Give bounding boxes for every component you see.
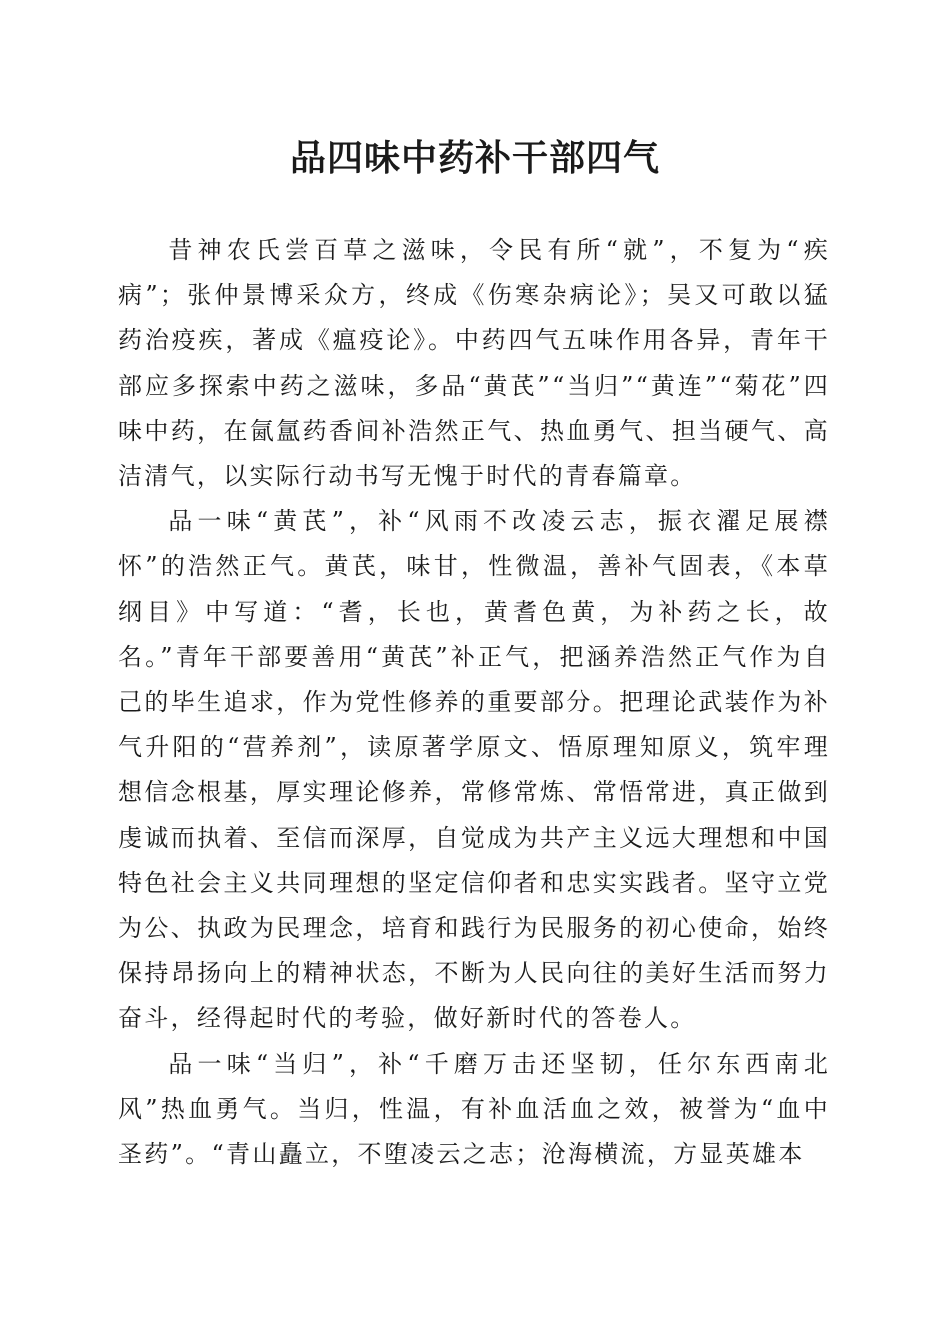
paragraph-huangqi: 品一味“黄芪”，补“风雨不改凌云志，振衣濯足展襟怀”的浩然正气。黄芪，味甘，性微温，善补气固表，《本草纲目》中写道：“耆，长也，黄耆色黄，为补药之长，故名。”青年干部要善用“黄芪”补正气，把涵养浩然正气作为自己的毕生追求，作为党性修养的重要部分。把理论武装作为补气升阳的“营养剂”，读原著学原文、悟原理知原义，筑牢理想信念根基，厚实理论修养，常修常炼、常悟常进，真正做到虔诚而执着、至信而深厚，自觉成为共产主义远大理想和中国特色社会主义共同理想的坚定信仰者和忠实实践者。坚守立党为公、执政为民理念，培育和践行为民服务的初心使命，始终保持昂扬向上的精神状态，不断为人民向往的美好生活而努力奋斗，经得起时代的考验，做好新时代的答卷人。 bbox=[118, 507, 830, 1033]
document-title: 品四味中药补干部四气 bbox=[289, 137, 660, 179]
document-body bbox=[118, 228, 830, 1177]
paragraph-intro: 昔神农氏尝百草之滋味，令民有所“就”，不复为“疾病”；张仲景博采众方，终成《伤寒杂病论》；吴又可敢以猛药治疫疾，著成《瘟疫论》。中药四气五味作用各异，青年干部应多探索中药之滋味，多品“黄芪”“当归”“黄连”“菊花”四味中药，在氤氲药香间补浩然正气、热血勇气、担当硬气、高洁清气，以实际行动书写无愧于时代的青春篇章。 bbox=[118, 236, 830, 491]
paragraph-danggui: 品一味“当归”，补“千磨万击还坚韧，任尔东西南北风”热血勇气。当归，性温，有补血活血之效，被誉为“血中圣药”。“青山矗立，不堕凌云之志；沧海横流，方显英雄本 bbox=[118, 1049, 830, 1169]
